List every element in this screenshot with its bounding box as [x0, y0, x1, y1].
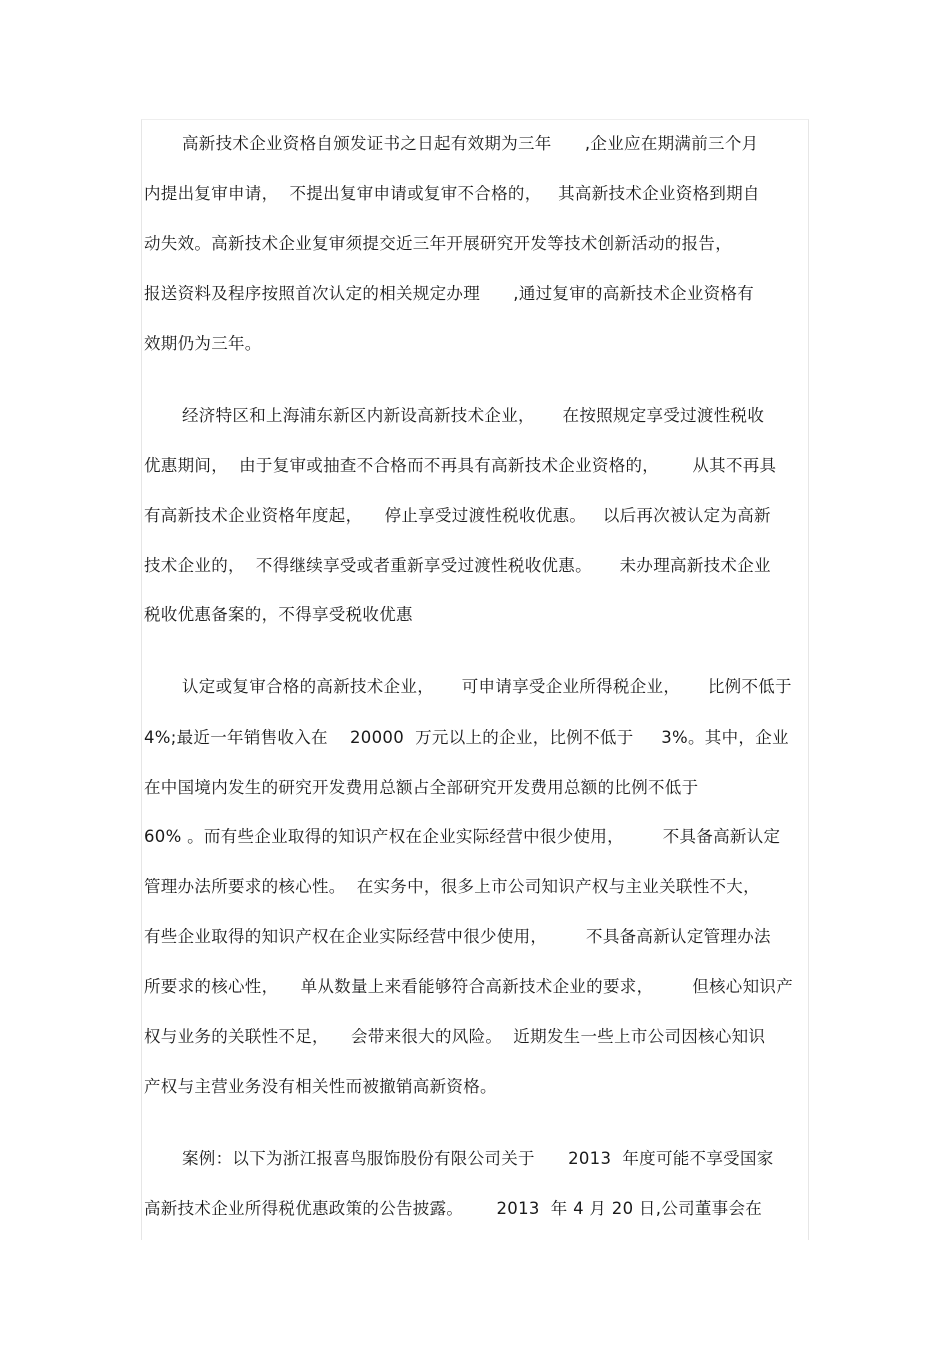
paragraph-4-line-1: 案例：以下为浙江报喜鸟服饰股份有限公司关于 2013 年度可能不享受国家: [182, 1149, 774, 1168]
paragraph-2-line-4: 技术企业的， 不得继续享受或者重新享受过渡性税收优惠。 未办理高新技术企业: [144, 556, 771, 575]
paragraph-2-line-5: 税收优惠备案的，不得享受税收优惠: [144, 605, 413, 624]
paragraph-3-line-9: 产权与主营业务没有相关性而被撤销高新资格。: [144, 1077, 497, 1096]
paragraph-1-line-5: 效期仍为三年。: [144, 334, 262, 353]
paragraph-3-line-7: 所要求的核心性， 单从数量上来看能够符合高新技术企业的要求， 但核心知识产: [144, 977, 793, 996]
paragraph-3-line-2: 4%;最近一年销售收入在 20000 万元以上的企业，比例不低于 3%。其中，企业: [144, 728, 789, 747]
paragraph-3-line-5: 管理办法所要求的核心性。 在实务中，很多上市公司知识产权与主业关联性不大，: [144, 877, 760, 896]
paragraph-2-line-3: 有高新技术企业资格年度起， 停止享受过渡性税收优惠。 以后再次被认定为高新: [144, 506, 771, 525]
paragraph-3-line-1: 认定或复审合格的高新技术企业， 可申请享受企业所得税企业， 比例不低于: [182, 677, 792, 696]
paragraph-3-line-6: 有些企业取得的知识产权在企业实际经营中很少使用， 不具备高新认定管理办法: [144, 927, 771, 946]
paragraph-1-line-2: 内提出复审申请， 不提出复审申请或复审不合格的， 其高新技术企业资格到期自: [144, 184, 760, 203]
paragraph-3-line-4: 60% 。而有些企业取得的知识产权在企业实际经营中很少使用， 不具备高新认定: [144, 827, 781, 846]
paragraph-1-line-3: 动失效。高新技术企业复审须提交近三年开展研究开发等技术创新活动的报告，: [144, 234, 732, 253]
paragraph-2-line-2: 优惠期间， 由于复审或抽查不合格而不再具有高新技术企业资格的， 从其不再具: [144, 456, 777, 475]
paragraph-2-line-1: 经济特区和上海浦东新区内新设高新技术企业， 在按照规定享受过渡性税收: [182, 406, 765, 425]
paragraph-3-line-8: 权与业务的关联性不足， 会带来很大的风险。 近期发生一些上市公司因核心知识: [144, 1027, 766, 1046]
paragraph-1-line-1: 高新技术企业资格自颁发证书之日起有效期为三年 ,企业应在期满前三个月: [182, 134, 759, 153]
paragraph-4-line-2: 高新技术企业所得税优惠政策的公告披露。 2013 年 4 月 20 日,公司董事会在: [144, 1199, 763, 1218]
paragraph-1-line-4: 报送资料及程序按照首次认定的相关规定办理 ,通过复审的高新技术企业资格有: [144, 284, 755, 303]
paragraph-3-line-3: 在中国境内发生的研究开发费用总额占全部研究开发费用总额的比例不低于: [144, 778, 699, 797]
